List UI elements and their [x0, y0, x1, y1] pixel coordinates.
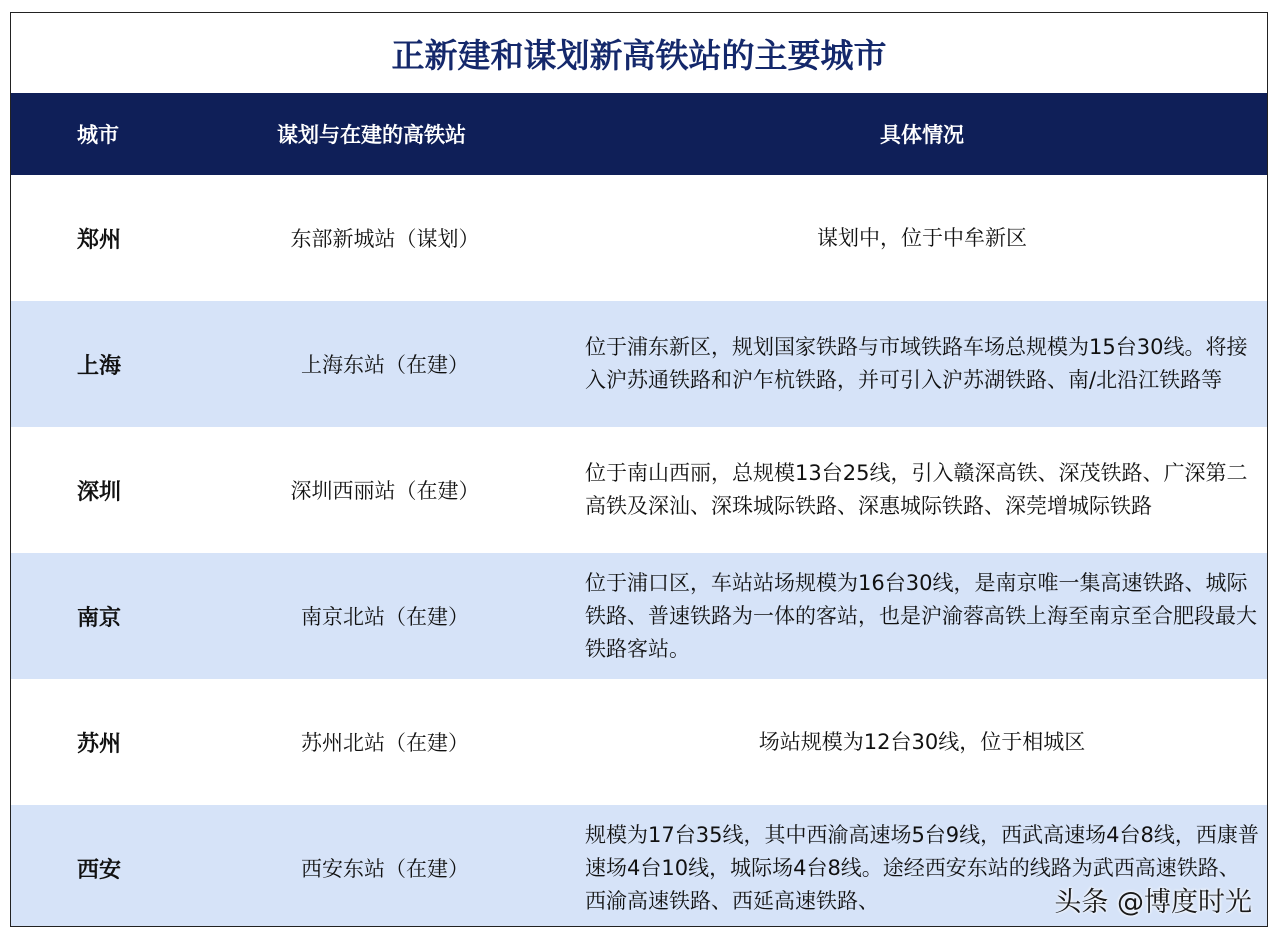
watermark-text: 头条 @博度时光 — [1054, 887, 1252, 918]
cell-city: 深圳 — [77, 479, 122, 505]
cell-station: 上海东站（在建） — [301, 353, 469, 377]
cell-station: 西安东站（在建） — [301, 857, 469, 881]
header-detail: 具体情况 — [880, 123, 964, 147]
cell-station: 深圳西丽站（在建） — [290, 479, 480, 503]
header-station: 谋划与在建的高铁站 — [277, 123, 466, 147]
table-row — [11, 427, 1267, 553]
table-card — [10, 12, 1268, 927]
table-row — [11, 175, 1267, 301]
cell-station: 南京北站（在建） — [301, 605, 469, 629]
cell-detail: 场站规模为12台30线，位于相城区 — [758, 729, 1086, 754]
cell-city: 西安 — [77, 857, 122, 883]
cell-city: 南京 — [77, 605, 122, 631]
cell-city: 苏州 — [77, 731, 122, 757]
cell-detail: 位于浦东新区，规划国家铁路与市域铁路车场总规模为15台30线。将接入沪苏通铁路和沪乍杭铁路，并可引入沪苏湖铁路、南/北沿江铁路等 — [585, 335, 1248, 392]
table-row — [11, 553, 1267, 679]
table-row — [11, 679, 1267, 805]
header-city: 城市 — [77, 123, 119, 147]
cell-detail: 谋划中，位于中牟新区 — [817, 225, 1027, 250]
table-row — [11, 301, 1267, 427]
cell-city: 郑州 — [77, 227, 122, 253]
cell-detail: 规模为17台35线，其中西渝高速场5台9线，西武高速场4台8线，西康普速场4台10线，城际场4台8线。途经西安东站的线路为武西高速铁路、西渝高速铁路、西延高速铁路、 — [585, 822, 1259, 913]
cell-city: 上海 — [77, 353, 122, 379]
cell-station: 苏州北站（在建） — [301, 731, 469, 755]
cell-detail: 位于浦口区，车站站场规模为16台30线，是南京唯一集高速铁路、城际铁路、普速铁路为一体的客站，也是沪渝蓉高铁上海至南京至合肥段最大铁路客站。 — [585, 570, 1257, 661]
cell-station: 东部新城站（谋划） — [290, 227, 480, 251]
table-title: 正新建和谋划新高铁站的主要城市 — [391, 35, 887, 75]
table-header — [11, 93, 1267, 175]
cell-detail: 位于南山西丽，总规模13台25线，引入赣深高铁、深茂铁路、广深第二高铁及深汕、深珠城际铁路、深惠城际铁路、深莞增城际铁路 — [585, 461, 1248, 518]
